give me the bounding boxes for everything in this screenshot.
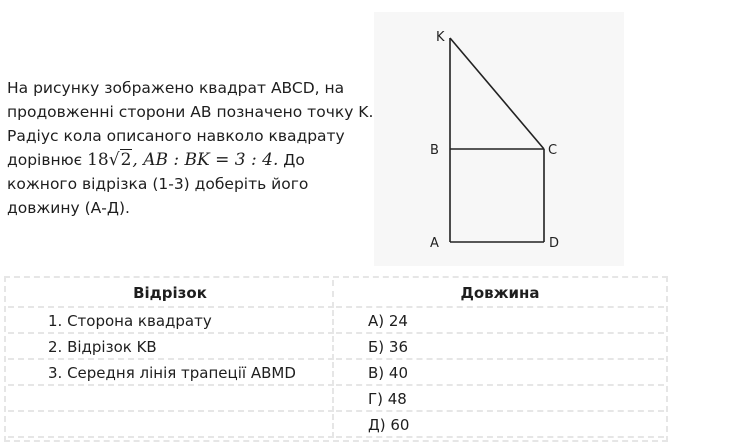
problem-line-3: Радіус кола описаного навколо квадрату	[7, 127, 345, 145]
problem-line-6: довжину (А-Д).	[7, 199, 130, 217]
formula-ratio: , AB : BK = 3 : 4.	[132, 150, 279, 170]
segment-cell	[8, 388, 334, 412]
segment-cell: 3. Середня лінія трапеції ABMD	[8, 362, 334, 386]
matching-table	[4, 276, 668, 442]
label-d: D	[549, 236, 560, 251]
figure-svg	[374, 12, 624, 266]
problem-line-1: На рисунку зображено квадрат ABCD, на	[7, 79, 345, 97]
length-cell: В) 40	[336, 362, 664, 386]
table-row	[8, 336, 664, 360]
label-c: C	[548, 143, 558, 158]
problem-formula	[87, 150, 278, 170]
geometry-figure	[374, 12, 624, 266]
segment-cell: 2. Відрізок KB	[8, 336, 334, 360]
length-cell: Д) 60	[336, 414, 664, 438]
formula-sqrt-symbol: √	[108, 150, 120, 170]
segment-cell	[8, 414, 334, 438]
header-segment: Відрізок	[8, 280, 334, 308]
problem-line-4-suffix: До	[283, 151, 305, 169]
problem-line-4-prefix: дорівнює	[7, 151, 83, 169]
table-row	[8, 414, 664, 438]
formula-coefficient: 18	[87, 150, 109, 170]
label-k: K	[436, 30, 445, 45]
problem-line-4	[7, 148, 379, 172]
label-a: A	[430, 236, 439, 251]
problem-line-2: продовженні сторони AB позначено точку K.	[7, 103, 374, 121]
table-header-row	[8, 280, 664, 308]
table-row	[8, 388, 664, 412]
length-cell: Г) 48	[336, 388, 664, 412]
length-cell: Б) 36	[336, 336, 664, 360]
label-b: B	[430, 143, 439, 158]
problem-line-5: кожного відрізка (1-3) доберіть його	[7, 175, 309, 193]
length-cell: А) 24	[336, 310, 664, 334]
table-row	[8, 310, 664, 334]
header-length: Довжина	[336, 280, 664, 308]
formula-sqrt	[109, 148, 133, 172]
segment-kc	[450, 38, 544, 149]
problem-statement	[7, 76, 379, 220]
formula-radicand: 2	[120, 150, 132, 170]
segment-cell: 1. Сторона квадрату	[8, 310, 334, 334]
table-row	[8, 362, 664, 386]
